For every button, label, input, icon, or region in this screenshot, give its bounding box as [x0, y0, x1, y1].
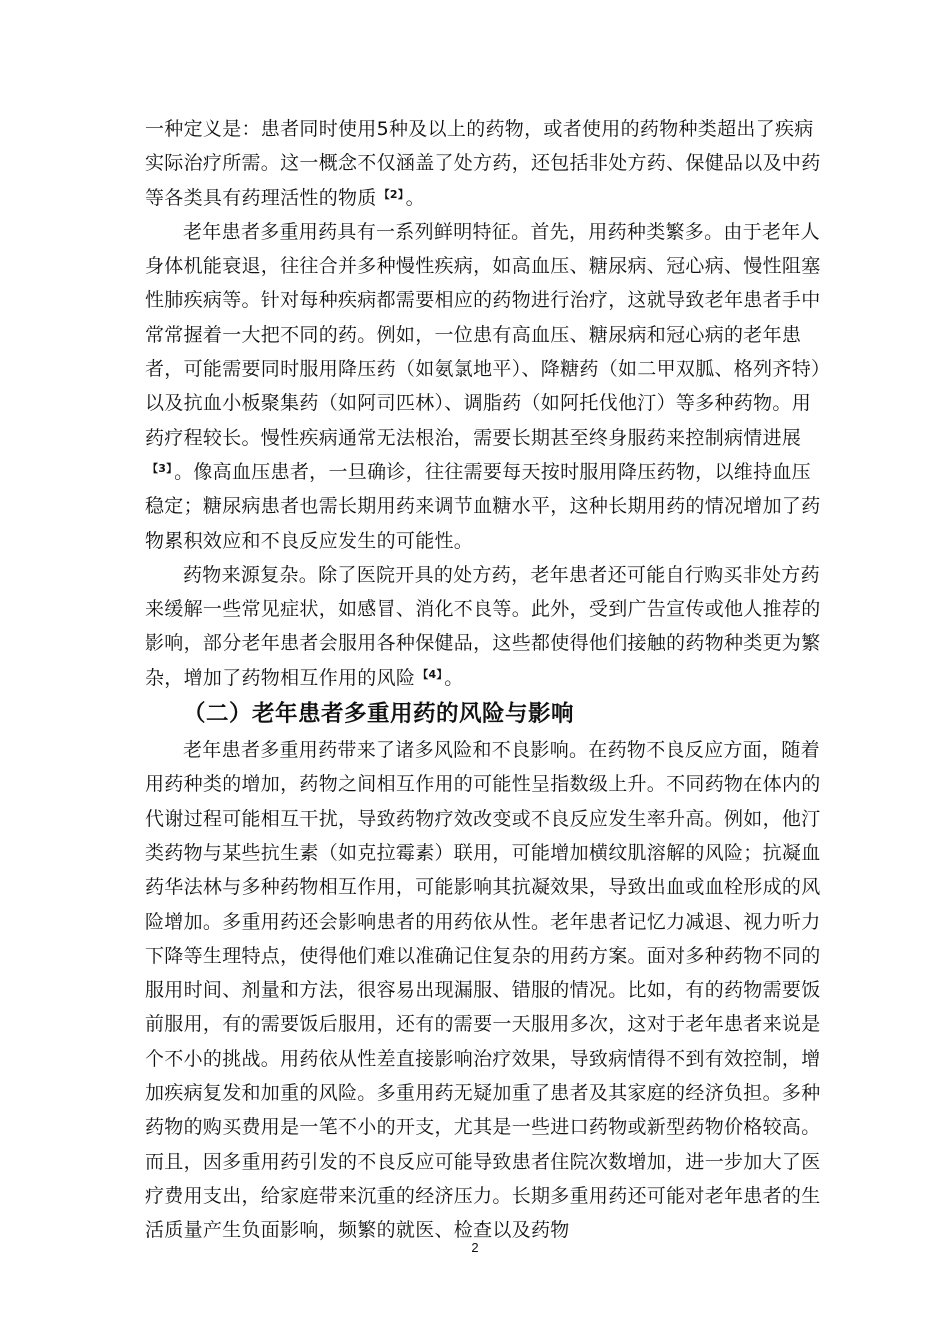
paragraph-definition — [145, 112, 825, 215]
paragraph-text: 药物来源复杂。除了医院开具的处方药，老年患者还可能自行购买非处方药来缓解一些常见症状，如感冒、消化不良等。此外，受到广告宣传或他人推荐的影响，部分老年患者会服用各种保健品，这些都使得他们接触的药物种类更为繁杂，增加了药物相互作用的风险 — [145, 563, 821, 689]
paragraph-text: 一种定义是：患者同时使用5种及以上的药物，或者使用的药物种类超出了疾病实际治疗所需。这一概念不仅涵盖了处方药，还包括非处方药、保健品以及中药等各类具有药理活性的物质 — [145, 118, 821, 209]
section-heading: （二）老年患者多重用药的风险与影响 — [183, 701, 575, 728]
paragraph-features — [145, 215, 825, 558]
citation-marker: 【2】 — [378, 187, 404, 201]
paragraph-text-end: 。 — [444, 666, 464, 689]
citation-marker: 【3】 — [147, 461, 173, 475]
paragraph-text-end: 。像高血压患者，一旦确诊，往往需要每天按时服用降压药物，以维持血压稳定；糖尿病患者也需长期用药来调节血糖水平，这种长期用药的情况增加了药物累积效应和不良反应发生的可能性。 — [145, 460, 821, 552]
page-number: 2 — [471, 1240, 479, 1255]
paragraph-risks: 老年患者多重用药带来了诸多风险和不良影响。在药物不良反应方面，随着用药种类的增加，药物之间相互作用的可能性呈指数级上升。不同药物在体内的代谢过程可能相互干扰，导致药物疗效改变或不良反应发生率升高。例如，他汀类药物与某些抗生素（如克拉霉素）联用，可能增加横纹肌溶解的风险；抗凝血药华法林与多种药物相互作用，可能影响其抗凝效果，导致出血或血栓形成的风险增加。多重用药还会影响患者的用药依从性。老年患者记忆力减退、视力听力下降等生理特点，使得他们难以准确记住复杂的用药方案。面对多种药物不同的服用时间、剂量和方法，很容易出现漏服、错服的情况。比如，有的药物需要饭前服用，有的需要饭后服用，还有的需要一天服用多次，这对于老年患者来说是个不小的挑战。用药依从性差直接影响治疗效果，导致病情得不到有效控制，增加疾病复发和加重的风险。多重用药无疑加重了患者及其家庭的经济负担。多种药物的购买费用是一笔不小的开支，尤其是一些进口药物或新型药物价格较高。而且，因多重用药引发的不良反应可能导致患者住院次数增加，进一步加大了医疗费用支出，给家庭带来沉重的经济压力。长期多重用药还可能对老年患者的生活质量产生负面影响，频繁的就医、检查以及药物 — [145, 739, 821, 1242]
citation-marker: 【4】 — [417, 667, 443, 681]
paragraph-text-end: 。 — [405, 186, 425, 209]
paragraph-text: 老年患者多重用药具有一系列鲜明特征。首先，用药种类繁多。由于老年人身体机能衰退，往往合并多种慢性疾病，如高血压、糖尿病、冠心病、慢性阻塞性肺疾病等。针对每种疾病都需要相应的药物进行治疗，这就导致老年患者手中常常握着一大把不同的药。例如，一位患有高血压、糖尿病和冠心病的老年患者，可能需要同时服用降压药（如氨氯地平）、降糖药（如二甲双胍、格列齐特）以及抗血小板聚集药（如阿司匹林）、调脂药（如阿托伐他汀）等多种药物。用药疗程较长。慢性疾病通常无法根治，需要长期甚至终身服药来控制病情进展 — [145, 220, 821, 449]
body-text — [145, 112, 825, 1248]
paragraph-drug-sources — [145, 558, 825, 695]
